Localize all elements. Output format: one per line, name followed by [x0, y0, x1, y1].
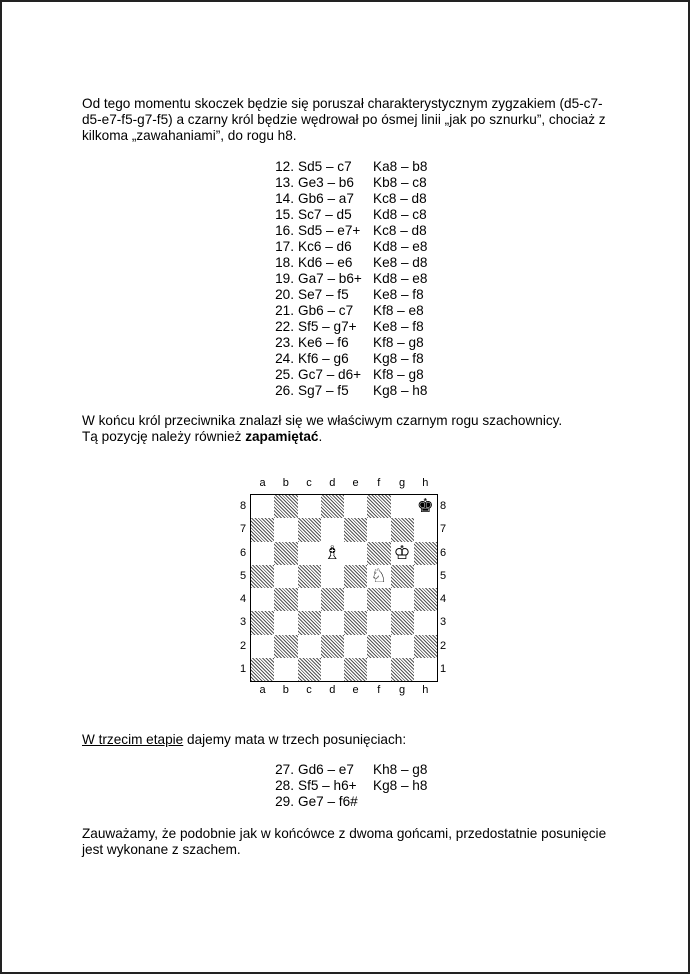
- paragraph-intro: Od tego momentu skoczek będzie się poruszał charakterystycznym zygzakiem (d5-c7-d5-e7-f5-g7-f5) a czarny król będzie wędrował po ósmej linii „jak po sznurku”, chociaż z kilkoma „zawahaniami”, do rogu h8.: [82, 96, 606, 143]
- rank-label-left: 6: [239, 546, 247, 559]
- white-move: Se7 – f5: [298, 287, 349, 302]
- a2-square: [251, 635, 274, 658]
- move-number: 26.: [275, 383, 294, 398]
- corner-line-2-prefix: Tą pozycję należy również: [82, 429, 246, 444]
- a3-square: [251, 611, 274, 634]
- white-knight-icon: ♘: [367, 565, 390, 588]
- g5-square: [391, 565, 414, 588]
- move-number: 20.: [275, 287, 294, 302]
- a5-square: [251, 565, 274, 588]
- f8-square: [367, 495, 390, 518]
- f6-square: [367, 542, 390, 565]
- a8-square: [251, 495, 274, 518]
- move-row: [258, 383, 427, 399]
- c2-square: [298, 635, 321, 658]
- black-move: Ka8 – b8: [373, 159, 428, 174]
- move-row: [258, 159, 427, 175]
- d1-square: [321, 658, 344, 681]
- black-move: Ke8 – f8: [373, 287, 424, 302]
- b1-square: [274, 658, 297, 681]
- e6-square: [344, 542, 367, 565]
- move-number: 23.: [275, 335, 294, 350]
- h6-square: [414, 542, 437, 565]
- rank-label-right: 4: [439, 593, 447, 605]
- move-row: [258, 778, 427, 794]
- white-move: Ga7 – b6+: [298, 271, 362, 286]
- c8-square: [298, 495, 321, 518]
- move-number: 18.: [275, 255, 294, 270]
- move-row: [258, 287, 427, 303]
- move-row: [258, 335, 427, 351]
- e1-square: [344, 658, 367, 681]
- d4-square: [321, 588, 344, 611]
- file-label-bottom: g: [398, 684, 406, 696]
- white-move: Sf5 – g7+: [298, 319, 357, 334]
- file-label-top: b: [282, 477, 289, 489]
- e2-square: [344, 635, 367, 658]
- move-row: [258, 207, 427, 223]
- file-label-bottom: e: [352, 684, 359, 696]
- move-number: 29.: [275, 794, 294, 809]
- white-move: Ke6 – f6: [298, 335, 349, 350]
- a6-square: [251, 542, 274, 565]
- e3-square: [344, 611, 367, 634]
- move-number: 24.: [275, 351, 294, 366]
- move-number: 17.: [275, 239, 294, 254]
- a1-square: [251, 658, 274, 681]
- e7-square: [344, 518, 367, 541]
- e5-square: [344, 565, 367, 588]
- rank-label-left: 8: [239, 500, 247, 512]
- black-king-icon: ♚: [414, 495, 437, 518]
- white-bishop-icon: ♗: [321, 542, 344, 565]
- rank-label-right: 6: [439, 546, 447, 559]
- c6-square: [298, 542, 321, 565]
- file-label-top: a: [259, 477, 266, 489]
- g2-square: [391, 635, 414, 658]
- paragraph-stage3: [82, 732, 612, 748]
- b2-square: [274, 635, 297, 658]
- d5-square: [321, 565, 344, 588]
- white-move: Sd5 – e7+: [298, 223, 361, 238]
- f2-square: [367, 635, 390, 658]
- rank-label-right: 7: [439, 523, 447, 536]
- a4-square: [251, 588, 274, 611]
- rank-label-left: 1: [239, 662, 247, 675]
- h4-square: [414, 588, 437, 611]
- black-move: Kc8 – d8: [373, 223, 427, 238]
- emphasis-bold: zapamiętać: [245, 429, 319, 444]
- c3-square: [298, 611, 321, 634]
- move-row: [258, 367, 427, 383]
- g1-square: [391, 658, 414, 681]
- g4-square: [391, 588, 414, 611]
- rank-label-left: 2: [239, 639, 247, 652]
- file-label-bottom: a: [259, 684, 266, 696]
- move-row: [258, 223, 427, 239]
- black-move: Kf8 – e8: [373, 303, 424, 318]
- c4-square: [298, 588, 321, 611]
- b5-square: [274, 565, 297, 588]
- f1-square: [367, 658, 390, 681]
- black-move: Kb8 – c8: [373, 175, 427, 190]
- move-row: [258, 239, 427, 255]
- white-move: Gd6 – e7: [298, 762, 354, 777]
- white-move: Kd6 – e6: [298, 255, 353, 270]
- h3-square: [414, 611, 437, 634]
- d3-square: [321, 611, 344, 634]
- move-row: [258, 303, 427, 319]
- moves-table-2: [258, 762, 427, 810]
- black-move: Kg8 – f8: [373, 351, 424, 366]
- file-label-bottom: d: [329, 684, 336, 696]
- file-label-bottom: b: [282, 684, 289, 696]
- white-move: Gb6 – c7: [298, 303, 354, 318]
- file-label-top: d: [329, 477, 336, 489]
- black-move: Kf8 – g8: [373, 367, 424, 382]
- white-move: Ge3 – b6: [298, 175, 354, 190]
- move-row: [258, 351, 427, 367]
- black-move: Ke8 – d8: [373, 255, 428, 270]
- move-number: 21.: [275, 303, 294, 318]
- b3-square: [274, 611, 297, 634]
- rank-label-left: 3: [239, 616, 247, 629]
- corner-line-1: W końcu król przeciwnika znalazł się we właściwym czarnym rogu szachownicy.: [82, 413, 563, 428]
- black-move: Kh8 – g8: [373, 762, 428, 777]
- h1-square: [414, 658, 437, 681]
- b4-square: [274, 588, 297, 611]
- black-move: Kc8 – d8: [373, 191, 427, 206]
- d2-square: [321, 635, 344, 658]
- black-move: Kf8 – g8: [373, 335, 424, 350]
- move-row: [258, 255, 427, 271]
- f3-square: [367, 611, 390, 634]
- b6-square: [274, 542, 297, 565]
- f4-square: [367, 588, 390, 611]
- rank-label-left: 7: [239, 523, 247, 536]
- rank-label-right: 1: [439, 662, 447, 675]
- black-move: Kg8 – h8: [373, 383, 428, 398]
- black-move: Kd8 – e8: [373, 271, 428, 286]
- move-number: 28.: [275, 778, 294, 793]
- move-number: 14.: [275, 191, 294, 206]
- b7-square: [274, 518, 297, 541]
- file-label-top: e: [352, 477, 359, 489]
- move-number: 27.: [275, 762, 294, 777]
- e8-square: [344, 495, 367, 518]
- c5-square: [298, 565, 321, 588]
- move-number: 22.: [275, 319, 294, 334]
- file-label-bottom: c: [306, 684, 312, 696]
- h2-square: [414, 635, 437, 658]
- move-row: [258, 794, 427, 810]
- move-number: 15.: [275, 207, 294, 222]
- move-number: 16.: [275, 223, 294, 238]
- b8-square: [274, 495, 297, 518]
- rank-label-left: 5: [239, 569, 247, 582]
- a7-square: [251, 518, 274, 541]
- move-number: 19.: [275, 271, 294, 286]
- black-move: Kg8 – h8: [373, 778, 428, 793]
- paragraph-conclusion: Zauważamy, że podobnie jak w końcówce z dwoma gońcami, przedostatnie posunięcie jest wykonane z szachem.: [82, 826, 607, 857]
- move-row: [258, 175, 427, 191]
- h7-square: [414, 518, 437, 541]
- move-row: [258, 271, 427, 287]
- e4-square: [344, 588, 367, 611]
- g7-square: [391, 518, 414, 541]
- move-row: [258, 762, 427, 778]
- moves-table-1: [258, 159, 427, 399]
- move-number: 13.: [275, 175, 294, 190]
- file-label-top: h: [422, 477, 429, 489]
- white-move: Sf5 – h6+: [298, 778, 357, 793]
- white-move: Sc7 – d5: [298, 207, 352, 222]
- d7-square: [321, 518, 344, 541]
- chess-board: [250, 494, 438, 682]
- rank-label-right: 3: [439, 616, 447, 629]
- c7-square: [298, 518, 321, 541]
- corner-line-2-suffix: .: [318, 429, 323, 444]
- rank-label-left: 4: [239, 593, 247, 605]
- white-move: Sd5 – c7: [298, 159, 352, 174]
- black-move: Ke8 – f8: [373, 319, 424, 334]
- white-move: Gc7 – d6+: [298, 367, 362, 382]
- move-number: 12.: [275, 159, 294, 174]
- black-move: [373, 794, 427, 810]
- c1-square: [298, 658, 321, 681]
- black-move: Kd8 – e8: [373, 239, 428, 254]
- paragraph-corner: [82, 413, 612, 445]
- black-move: Kd8 – c8: [373, 207, 427, 222]
- white-move: Gb6 – a7: [298, 191, 354, 206]
- h5-square: [414, 565, 437, 588]
- rank-label-right: 8: [439, 500, 447, 512]
- rank-label-right: 5: [439, 569, 447, 582]
- f7-square: [367, 518, 390, 541]
- stage3-rest: dajemy mata w trzech posunięciach:: [183, 732, 407, 747]
- file-label-bottom: h: [422, 684, 429, 696]
- white-move: Ge7 – f6#: [298, 794, 358, 809]
- g3-square: [391, 611, 414, 634]
- white-king-icon: ♔: [391, 542, 414, 565]
- g8-square: [391, 495, 414, 518]
- move-number: 25.: [275, 367, 294, 382]
- file-label-top: c: [306, 477, 312, 489]
- file-label-bottom: f: [377, 684, 381, 696]
- stage3-underlined: W trzecim etapie: [82, 732, 184, 747]
- white-move: Kf6 – g6: [298, 351, 349, 366]
- d8-square: [321, 495, 344, 518]
- move-row: [258, 191, 427, 207]
- white-move: Sg7 – f5: [298, 383, 349, 398]
- rank-label-right: 2: [439, 639, 447, 652]
- white-move: Kc6 – d6: [298, 239, 352, 254]
- move-row: [258, 319, 427, 335]
- file-label-top: f: [377, 477, 381, 489]
- file-label-top: g: [398, 477, 406, 489]
